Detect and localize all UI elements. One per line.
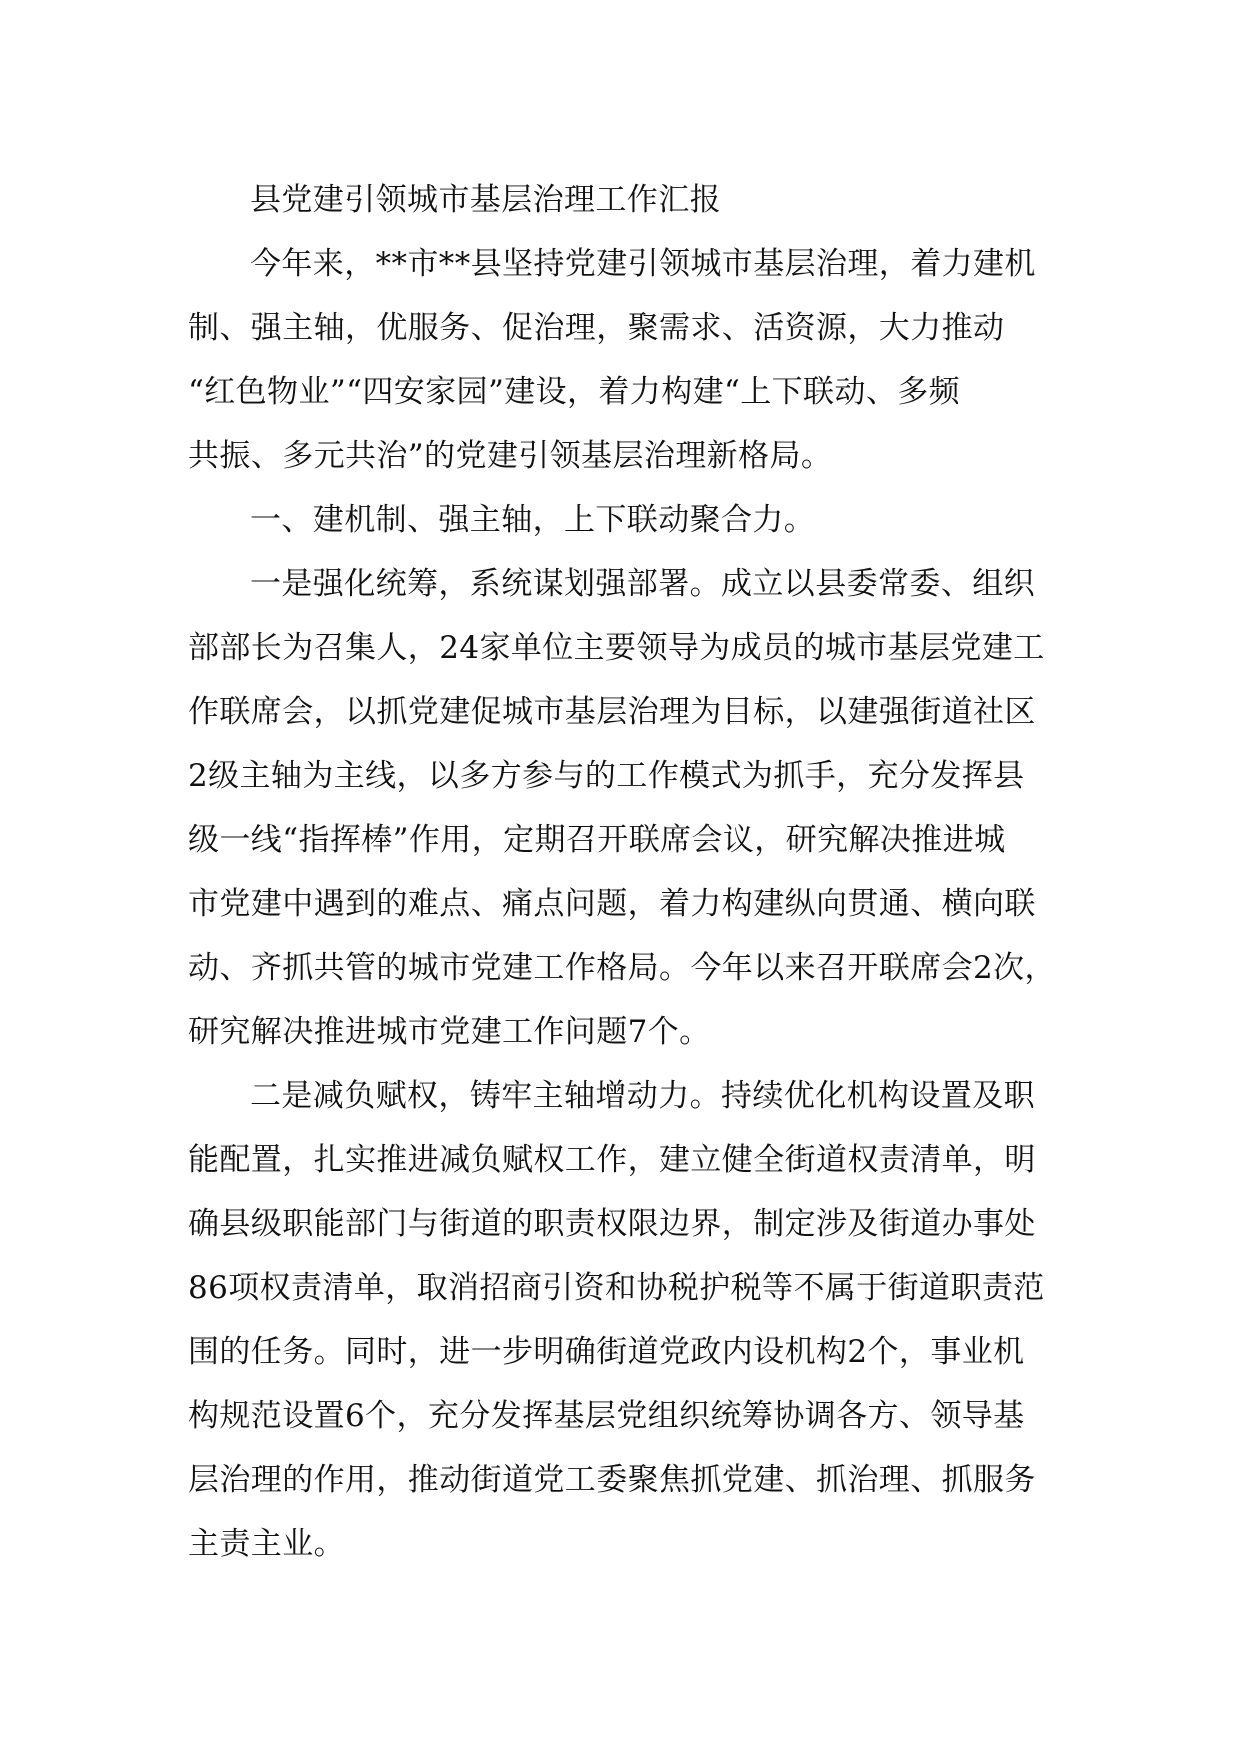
paragraph-line: 86项权责清单，取消招商引资和协税护税等不属于街道职责范 xyxy=(188,1270,1045,1306)
paragraph-intro xyxy=(188,232,1050,488)
paragraph-line: 一是强化统筹，系统谋划强部署。成立以县委常委、组织 xyxy=(250,566,1035,602)
paragraph-2 xyxy=(188,1064,1050,1576)
paragraph-line: 共振、多元共治”的党建引领基层治理新格局。 xyxy=(188,438,833,474)
paragraph-line: “红色物业”“四安家园”建设，着力构建“上下联动、多频 xyxy=(188,374,961,410)
paragraph-line: 能配置，扎实推进减负赋权工作，建立健全街道权责清单，明 xyxy=(188,1142,1036,1178)
paragraph-line: 今年来，**市**县坚持党建引领城市基层治理，着力建机 xyxy=(250,246,1036,282)
document-title: 县党建引领城市基层治理工作汇报 xyxy=(250,182,721,218)
paragraph-line: 层治理的作用，推动街道党工委聚焦抓党建、抓治理、抓服务 xyxy=(188,1462,1036,1498)
paragraph-line: 主责主业。 xyxy=(188,1526,345,1562)
paragraph-line: 部部长为召集人，24家单位主要领导为成员的城市基层党建工 xyxy=(188,630,1045,666)
paragraph-line: 制、强主轴，优服务、促治理，聚需求、活资源，大力推动 xyxy=(188,310,1005,346)
paragraph-1 xyxy=(188,552,1056,1064)
paragraph-line: 二是减负赋权，铸牢主轴增动力。持续优化机构设置及职 xyxy=(250,1078,1035,1114)
paragraph-line: 2级主轴为主线，以多方参与的工作模式为抓手，充分发挥县 xyxy=(188,758,1025,794)
paragraph-line: 确县级职能部门与街道的职责权限边界，制定涉及街道办事处 xyxy=(188,1206,1036,1242)
section-heading: 一、建机制、强主轴，上下联动聚合力。 xyxy=(250,502,816,538)
paragraph-line: 市党建中遇到的难点、痛点问题，着力构建纵向贯通、横向联 xyxy=(188,886,1036,922)
document-body xyxy=(188,168,1056,1576)
paragraph-line: 作联席会，以抓党建促城市基层治理为目标，以建强街道社区 xyxy=(188,694,1036,730)
paragraph-line: 研究解决推进城市党建工作问题7个。 xyxy=(188,1014,711,1050)
paragraph-line: 级一线“指挥棒”作用，定期召开联席会议，研究解决推进城 xyxy=(188,822,1006,858)
paragraph-line: 动、齐抓共管的城市党建工作格局。今年以来召开联席会2次， xyxy=(188,950,1056,986)
paragraph-line: 构规范设置6个，充分发挥基层党组织统筹协调各方、领导基 xyxy=(188,1398,1025,1434)
section-heading-1 xyxy=(188,488,1050,552)
paragraph-line: 围的任务。同时，进一步明确街道党政内设机构2个，事业机 xyxy=(188,1334,1025,1370)
